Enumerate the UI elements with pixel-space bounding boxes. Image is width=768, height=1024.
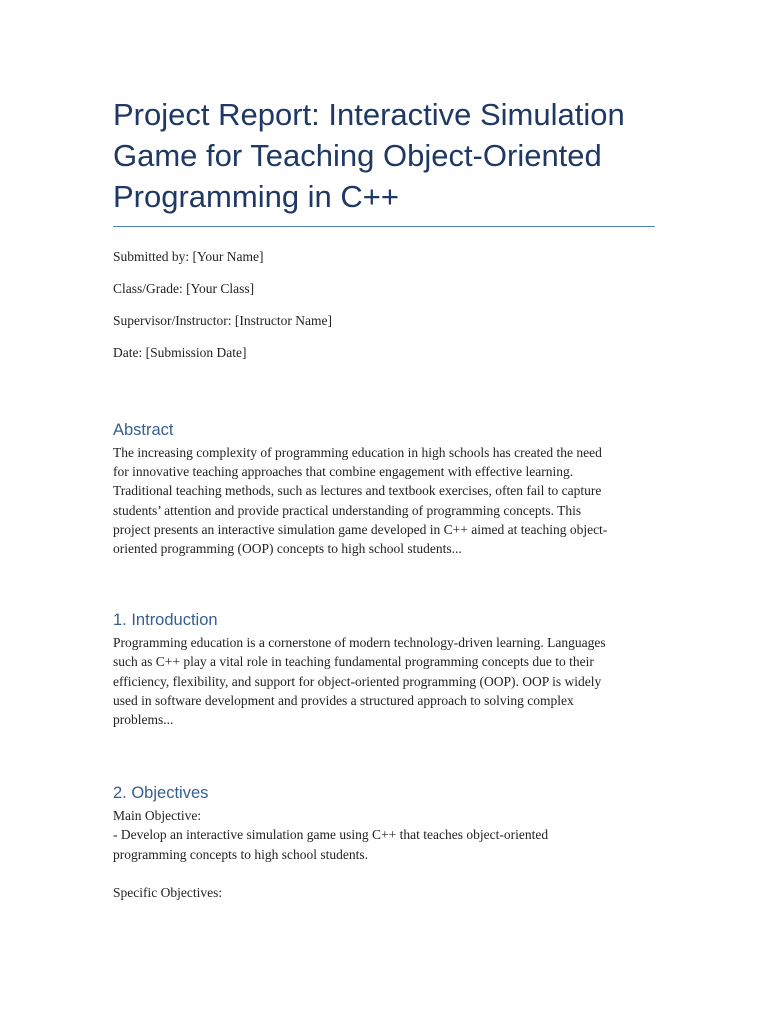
objectives-heading: 2. Objectives (113, 784, 209, 803)
title-divider (113, 226, 655, 227)
report-title (113, 94, 656, 217)
abstract-line: project presents an interactive simulation game developed in C++ aimed at teaching object- (113, 521, 608, 537)
introduction-paragraph (113, 633, 656, 729)
main-objective-line: - Develop an interactive simulation game using C++ that teaches object-oriented (113, 827, 549, 843)
objectives-body (113, 806, 656, 902)
main-objective-line: programming concepts to high school students. (113, 846, 368, 862)
introduction-heading: 1. Introduction (113, 611, 218, 630)
submitted-by-line: Submitted by: [Your Name] (113, 249, 264, 264)
abstract-line: for innovative teaching approaches that combine engagement with effective learning. (113, 464, 574, 480)
introduction-line: such as C++ play a vital role in teaching fundamental programming concepts due to their (113, 654, 594, 670)
report-title-line-1: Project Report: Interactive Simulation (113, 97, 625, 132)
class-grade-line: Class/Grade: [Your Class] (113, 281, 255, 296)
report-title-line-3: Programming in C++ (113, 179, 400, 214)
main-objective-label: Main Objective: (113, 808, 202, 824)
introduction-line: problems... (113, 712, 174, 728)
introduction-section (113, 609, 656, 729)
introduction-line: efficiency, flexibility, and support for object-oriented programming (OOP). OOP is widely (113, 673, 602, 689)
supervisor-line: Supervisor/Instructor: [Instructor Name] (113, 313, 332, 328)
introduction-line: Programming education is a cornerstone of modern technology-driven learning. Languages (113, 635, 606, 651)
abstract-line: The increasing complexity of programming education in high schools has created the need (113, 445, 602, 460)
abstract-section (113, 419, 656, 558)
blank-line (113, 864, 656, 883)
introduction-line: used in software development and provides a structured approach to solving complex (113, 692, 574, 708)
abstract-heading: Abstract (113, 421, 174, 439)
abstract-paragraph (113, 443, 656, 558)
specific-objectives-label: Specific Objectives: (113, 885, 223, 901)
abstract-line: Traditional teaching methods, such as lectures and textbook exercises, often fail to capture (113, 483, 602, 499)
report-title-line-2: Game for Teaching Object-Oriented (113, 138, 602, 173)
objectives-section (113, 782, 656, 902)
date-line: Date: [Submission Date] (113, 345, 247, 360)
submission-details (113, 247, 656, 362)
abstract-line: students’ attention and provide practical understanding of programming concepts. This (113, 502, 582, 518)
abstract-line: oriented programming (OOP) concepts to high school students... (113, 541, 462, 557)
document-content (113, 94, 656, 902)
